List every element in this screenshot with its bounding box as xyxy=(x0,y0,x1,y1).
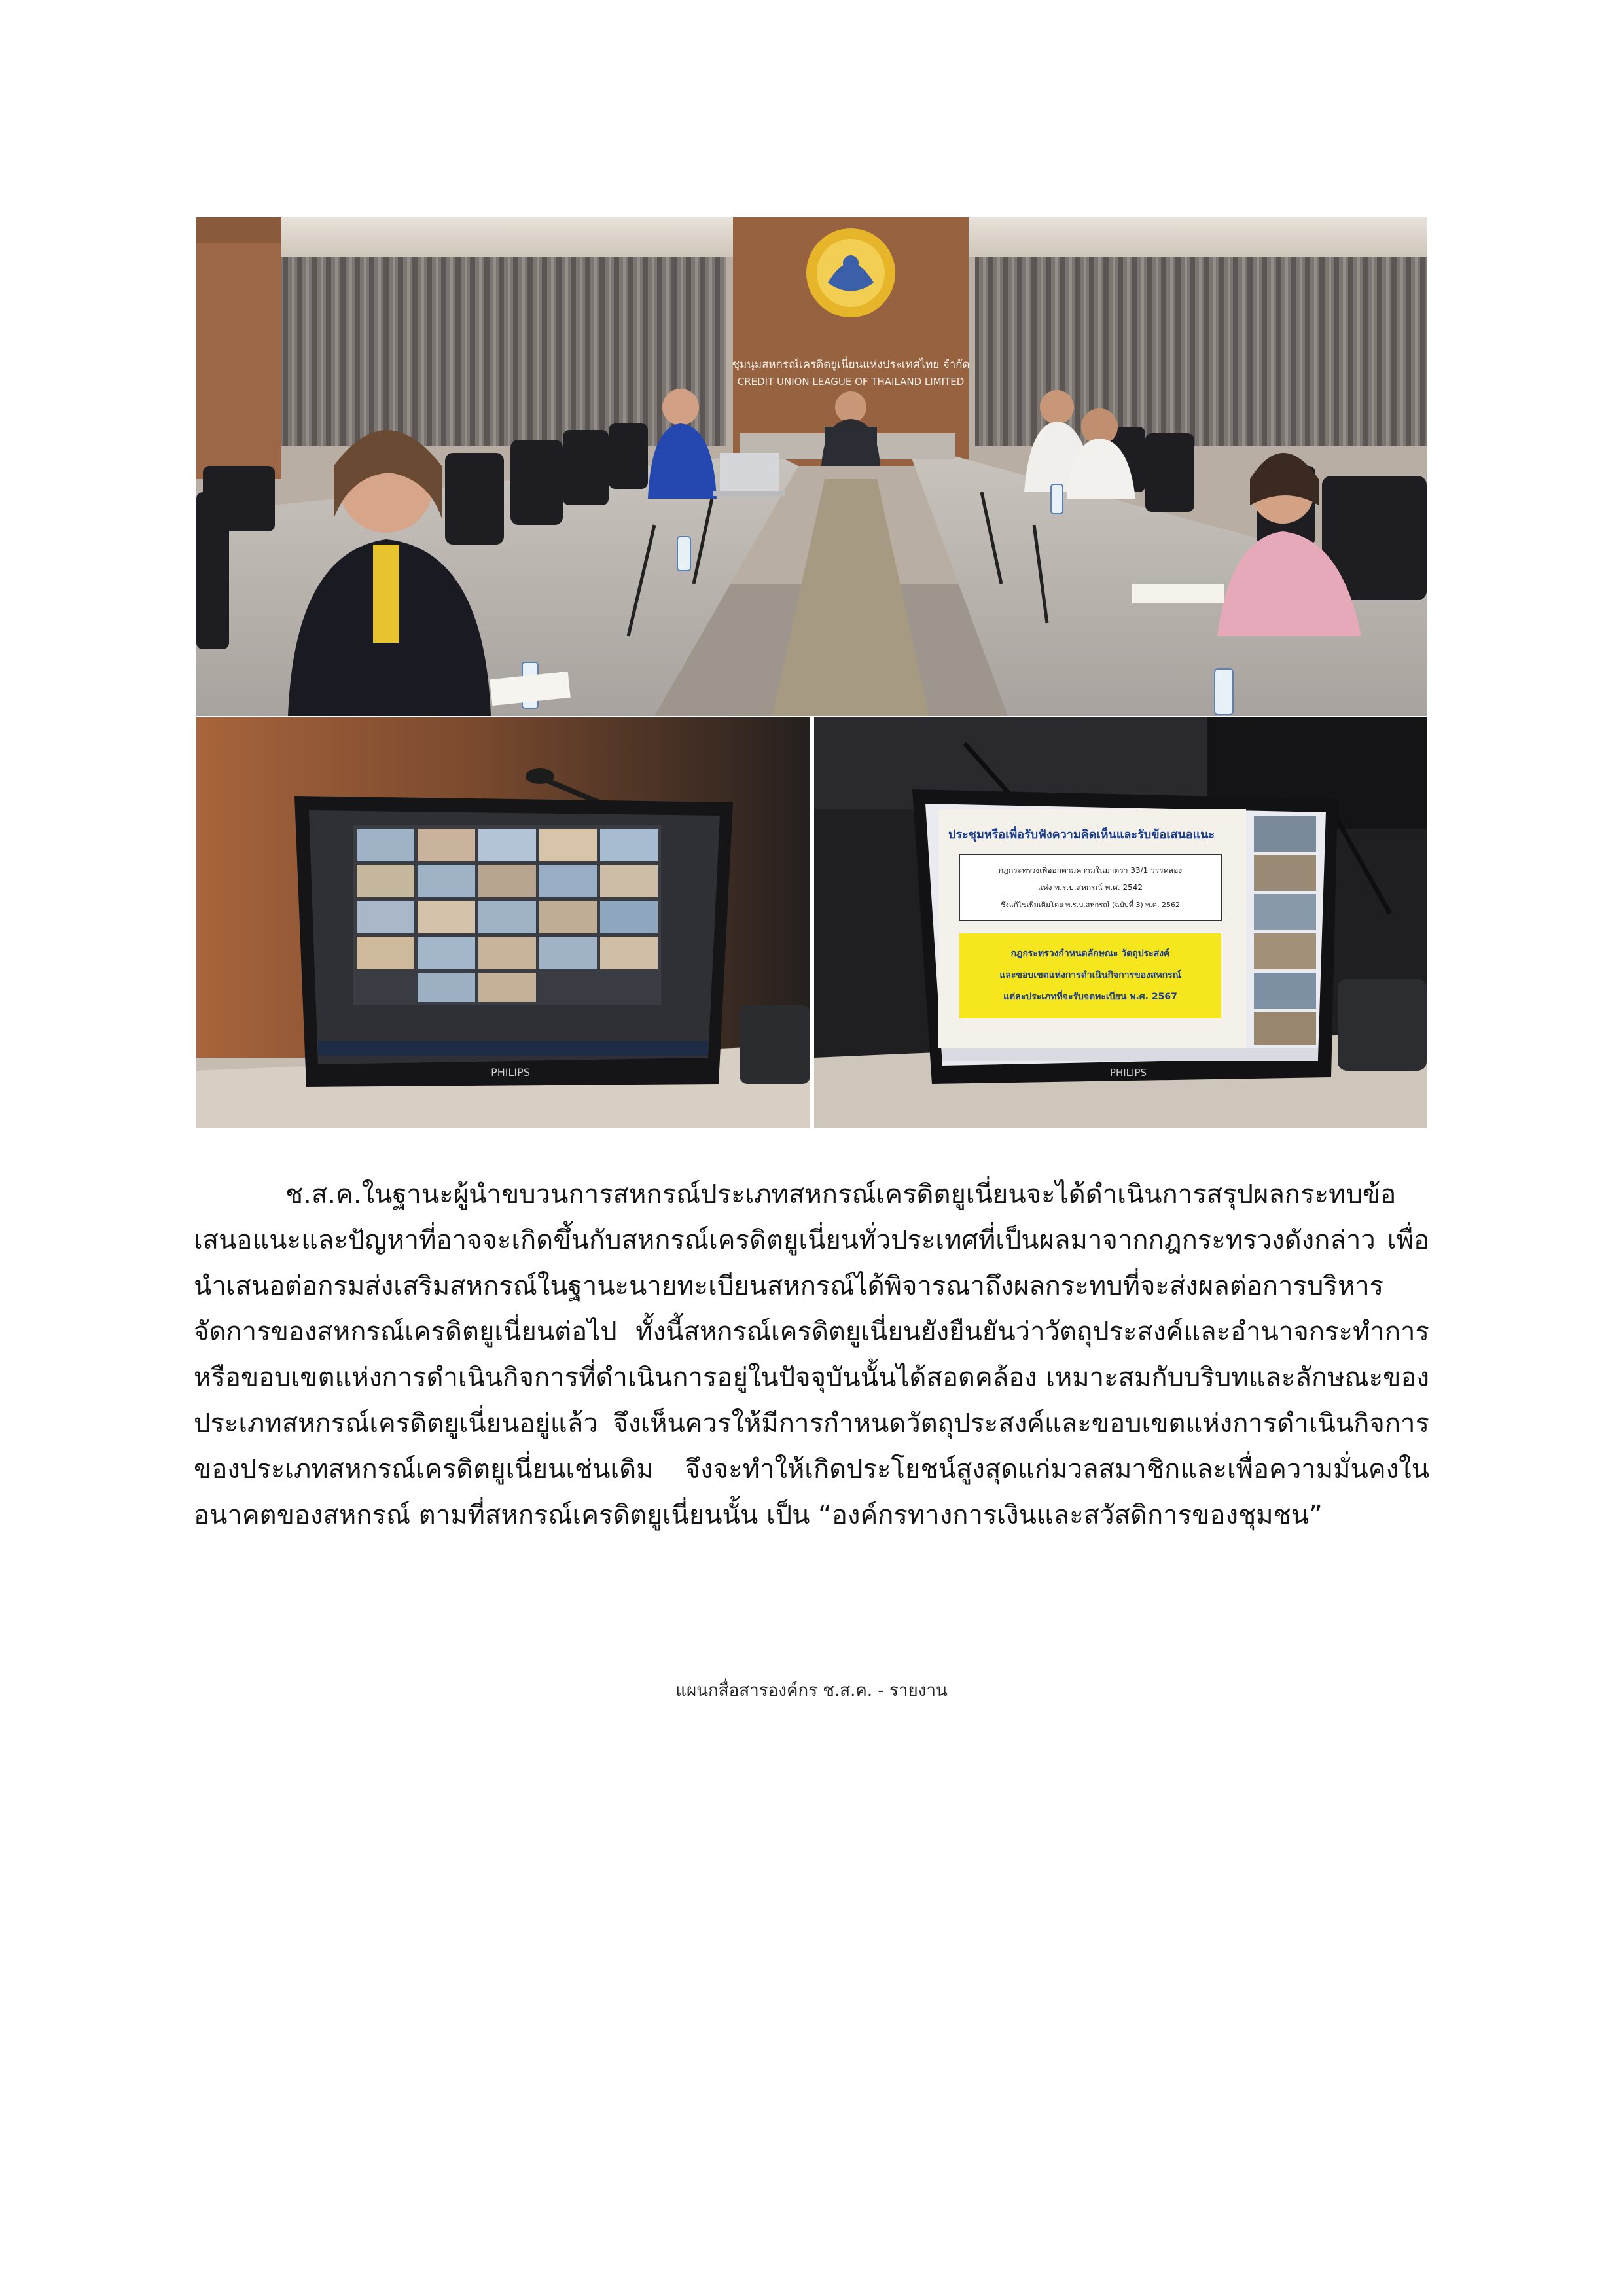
video-conference-monitor-photo xyxy=(196,717,810,1128)
presentation-monitor-photo xyxy=(814,717,1427,1128)
slide-box1-line3: ซึ่งแก้ไขเพิ่มเติมโดย พ.ร.บ.สหกรณ์ (ฉบับที่ 3) พ.ศ. 2562 xyxy=(1001,901,1180,909)
meeting-room-photo xyxy=(196,217,1427,716)
slide-box2-line3: แต่ละประเภทที่จะรับจดทะเบียน พ.ศ. 2567 xyxy=(1003,992,1177,1002)
slide-title: ประชุมหรือเพื่อรับฟังความคิดเห็นและรับข้อเสนอแนะ xyxy=(948,828,1215,842)
monitor-brand-right: PHILIPS xyxy=(1109,1067,1147,1079)
slide-box1-line2: แห่ง พ.ร.บ.สหกรณ์ พ.ศ. 2542 xyxy=(1037,883,1143,892)
monitor-brand: PHILIPS xyxy=(491,1066,530,1079)
body-paragraph: ช.ส.ค.ในฐานะผู้นำขบวนการสหกรณ์ประเภทสหกรณ์เครดิตยูเนี่ยนจะได้ดำเนินการสรุปผลกระทบข้อเสนอแนะและปัญหาที่อาจจะเกิดขึ้นกับสหกรณ์เครดิตยูเนี่ยนทั่วประเทศที่เป็นผลมาจากกฎกระทรวงดังกล่าว เพื่อนำเสนอต่อกรมส่งเสริมสหกรณ์ในฐานะนายทะเบียนสหกรณ์ได้พิจารณาถึงผลกระทบที่จะส่งผลต่อการบริหารจัดการของสหกรณ์เครดิตยูเนี่ยนต่อไป ทั้งนี้สหกรณ์เครดิตยูเนี่ยนยังยืนยันว่าวัตถุประสงค์และอำนาจกระทำการหรือขอบเขตแห่งการดำเนินกิจการที่ดำเนินการอยู่ในปัจจุบันนั้นได้สอดคล้อง เหมาะสมกับบริบทและลักษณะของประเภทสหกรณ์เครดิตยูเนี่ยนอยู่แล้ว จึงเห็นควรให้มีการกำหนดวัตถุประสงค์และขอบเขตแห่งการดำเนินกิจการของประเภทสหกรณ์เครดิตยูเนี่ยนเช่นเดิม จึงจะทำให้เกิดประโยชน์สูงสุดแก่มวลสมาชิกและเพื่อความมั่นคงในอนาคตของสหกรณ์ ตามที่สหกรณ์เครดิตยูเนี่ยนนั้น เป็น “องค์กรทางการเงินและสวัสดิการของชุมชน” xyxy=(194,1179,1429,1530)
report-credit: แผนกสื่อสารองค์กร ช.ส.ค. - รายงาน xyxy=(675,1681,948,1700)
sign-line1: ชุมนุมสหกรณ์เครดิตยูเนี่ยนแห่งประเทศไทย จำกัด xyxy=(732,358,970,371)
slide-box1-line1: กฎกระทรวงเพื่ออกตามความในมาตรา 33/1 วรรคสอง xyxy=(998,866,1183,875)
slide-box2-line1: กฎกระทรวงกำหนดลักษณะ วัตถุประสงค์ xyxy=(1010,948,1170,959)
sign-line2: CREDIT UNION LEAGUE OF THAILAND LIMITED xyxy=(737,376,965,387)
slide-box2-line2: และขอบเขตแห่งการดำเนินกิจการของสหกรณ์ xyxy=(999,970,1181,980)
